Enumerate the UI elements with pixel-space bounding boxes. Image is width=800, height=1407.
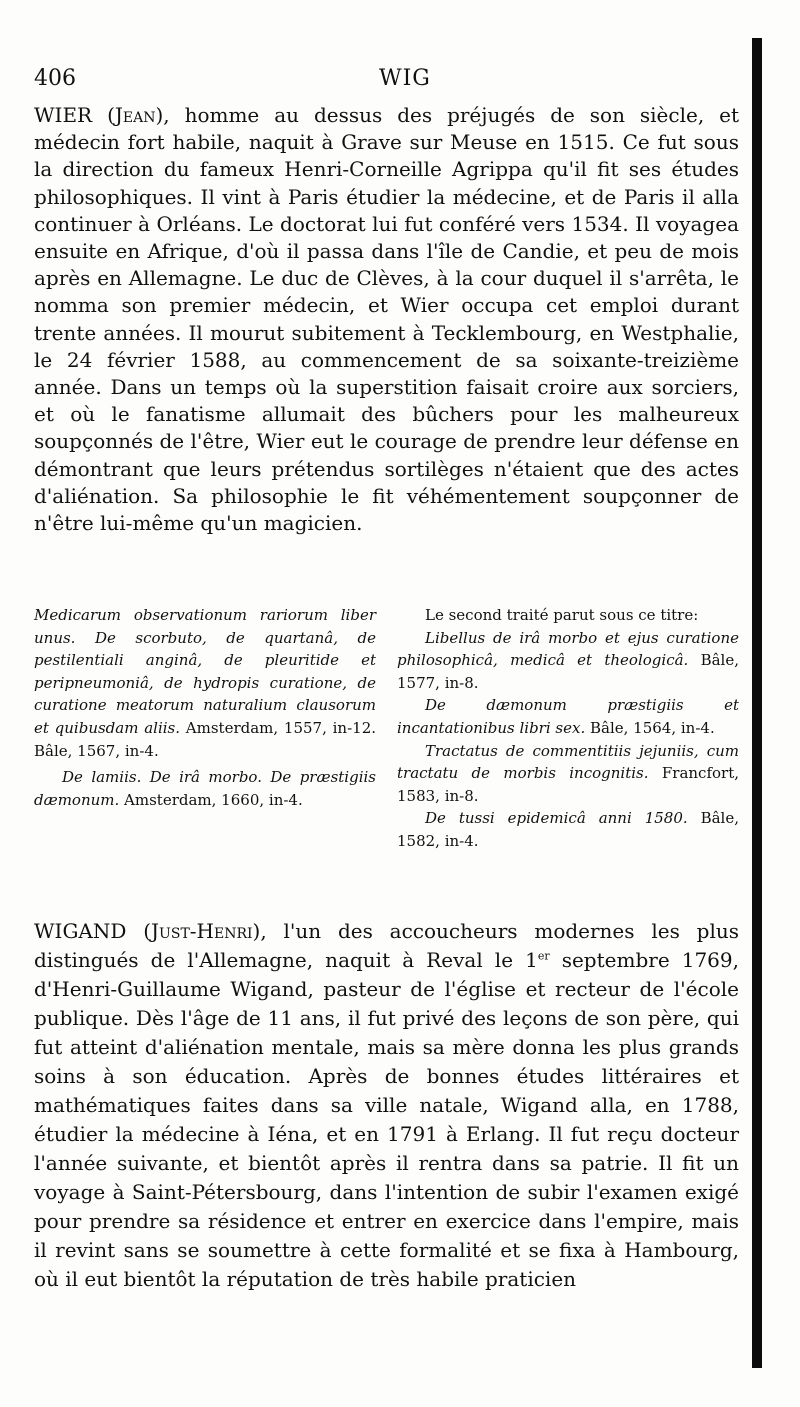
bibliography (34, 604, 739, 894)
bib-title: Tractatus de commentitiis jejuniis, cum tractatu de morbis incognitis. (397, 741, 739, 783)
bib-item (397, 740, 739, 808)
bib-details: Bâle, 1564, in-4. (585, 718, 715, 737)
bib-details: Bâle, 1582, in-4. (397, 809, 739, 850)
bib-details: Francfort, 1583, in-8. (397, 764, 740, 805)
page-number: 406 (34, 66, 76, 91)
bib-details: Bâle, 1577, in-8. (397, 651, 739, 692)
bib-intro: Le second traité parut sous ce titre: (425, 606, 699, 624)
entry-headword: WIER (34, 103, 93, 127)
page-header (34, 66, 740, 96)
bib-title: Libellus de irâ morbo et ejus curatione philosophicâ, medicâ et theologicâ. (397, 628, 739, 670)
bib-item (34, 604, 376, 762)
ordinal-superscript: er (537, 949, 550, 963)
entry-given-name: (Just-Henri), (143, 919, 267, 943)
bib-item (34, 766, 376, 811)
bibliography-right-column (397, 604, 739, 853)
entry-headword: WIGAND (34, 919, 127, 943)
entry-body: l'un des accoucheurs modernes les plus distingués de l'Allemagne, naquit à Reval le 1 (34, 919, 739, 972)
bib-title: De lamiis. De irâ morbo. De præstigiis dæmonum. (34, 768, 376, 809)
running-head: WIG (379, 66, 431, 91)
bib-details: Amsterdam, 1660, in-4. (119, 790, 303, 809)
bib-title: De tussi epidemicâ anni 1580. (425, 809, 688, 828)
scan-edge-bar (752, 38, 762, 1368)
bibliography-left-column (34, 604, 376, 811)
entry-given-name: (Jean), (107, 103, 170, 127)
entry-body-continued: septembre 1769, d'Henri-Guillaume Wigand, pasteur de l'église et recteur de l'école publique. Dès l'âge de 11 ans, il fut privé des leçons de son père, qui fut atteint d'aliénation mentale, mais sa mère donna les plus grands soins à son éducation. Après de bonnes études littéraires et mathématiques faites dans sa ville natale, Wigand alla, en 1788, étudier la médecine à Iéna, et en 1791 à Erlang. Il fut reçu docteur l'année suivante, et bientôt après il rentra dans sa patrie. Il fit un voyage à Saint-Pétersbourg, dans l'intention de subir l'examen exigé pour prendre sa résidence et entrer en exercice dans l'empire, mais il revint sans se soumettre à cette formalité et se fixa à Hambourg, où il eut bientôt la réputation de très habile praticien (34, 948, 739, 1291)
bib-details: Amsterdam, 1557, in-12. Bâle, 1567, in-4. (34, 718, 377, 760)
bib-item (397, 694, 739, 739)
bib-item (397, 627, 739, 695)
entry-wigand (34, 917, 739, 1294)
entry-wier (34, 102, 739, 537)
bib-item (397, 807, 739, 852)
bib-title: De dæmonum præstigiis et incantationibus libri sex. (397, 696, 739, 737)
bib-title: Medicarum observationum rariorum liber unus. De scorbuto, de quartanâ, de pestilentiali anginâ, de pleuritide et peripneumoniâ, de hydropis curatione, de curatione meatorum naturalium clausorum et quibusdam aliis. (34, 606, 376, 737)
entry-body: homme au dessus des préjugés de son siècle, et médecin fort habile, naquit à Grave sur Meuse en 1515. Ce fut sous la direction du fameux Henri-Corneille Agrippa qu'il fit ses études philosophiques. Il vint à Paris étudier la médecine, et de Paris il alla continuer à Orléans. Le doctorat lui fut conféré vers 1534. Il voyagea ensuite en Afrique, d'où il passa dans l'île de Candie, et peu de mois après en Allemagne. Le duc de Clèves, à la cour duquel il s'arrêta, le nomma son premier médecin, et Wier occupa cet emploi durant trente années. Il mourut subitement à Tecklembourg, en Westphalie, le 24 février 1588, au commencement de sa soixante-treizième année. Dans un temps où la superstition faisait croire aux sorciers, et où le fanatisme allumait des bûchers pour les malheureux soupçonnés de l'être, Wier eut le courage de prendre leur défense en démontrant que leurs prétendus sortilèges n'étaient que des actes d'aliénation. Sa philosophie le fit véhémentement soupçonner de n'être lui-même qu'un magicien. (34, 103, 740, 536)
